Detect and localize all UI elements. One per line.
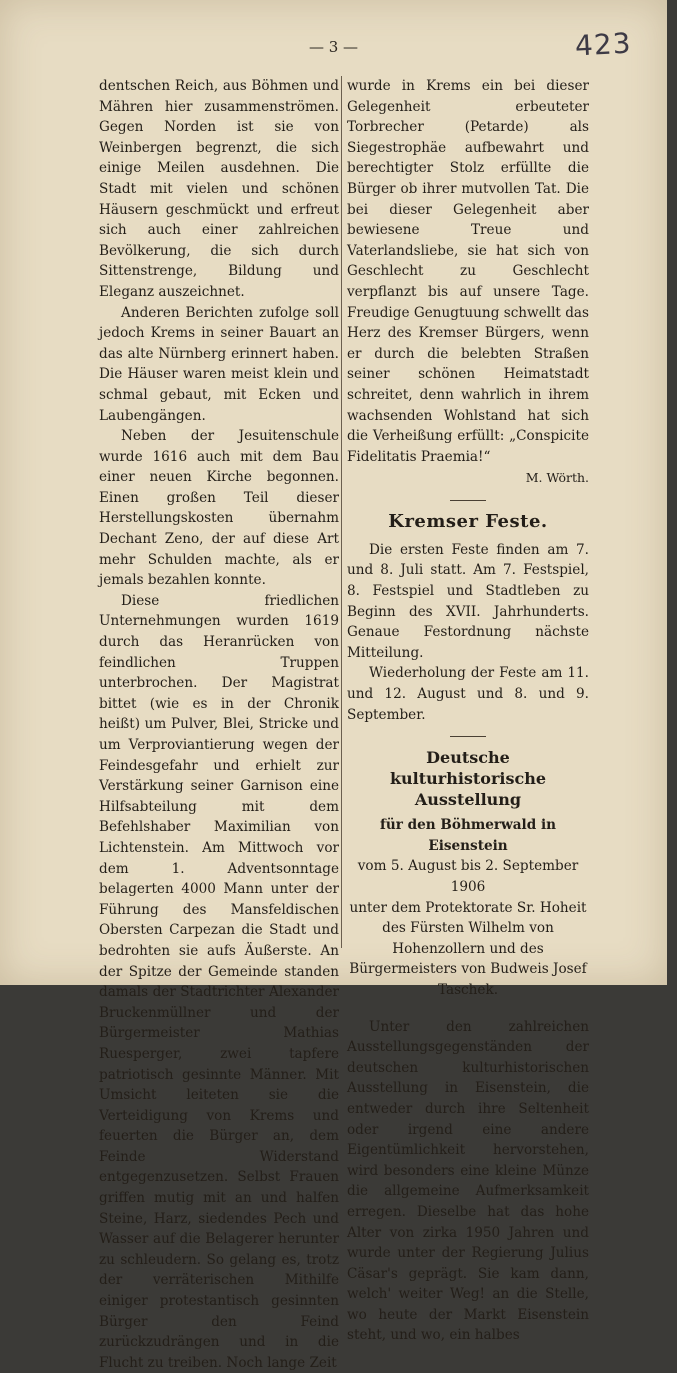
paragraph: Wiederholung der Feste am 11. und 12. August und 8. und 9. September.	[347, 665, 589, 723]
column-divider	[341, 76, 342, 948]
handwritten-folio-number: 423	[574, 26, 633, 63]
exhibition-subheading: für den Böhmerwald in Eisenstein	[380, 817, 556, 854]
section-heading-ausstellung-line1: Deutsche kulturhistorische	[389, 748, 547, 789]
left-column	[99, 76, 339, 1373]
paragraph: dentschen Reich, aus Böhmen und Mähren hier zusammenströmen. Gegen Norden ist sie von Weinbergen begrenzt, die sich einige Meilen ausdehnen. Die Stadt mit vielen und schönen Häusern geschmückt und erfreut sich auch einer zahlreichen Bevölkerung, die sich durch Sittenstrenge, Bildung und Eleganz auszeichnet.	[99, 78, 339, 300]
paragraph: Anderen Berichten zufolge soll jedoch Krems in seiner Bauart an das alte Nürnberg erinnert haben. Die Häuser waren meist klein und schmal gebaut, mit Ecken und Laubengängen.	[99, 304, 339, 424]
author-signature: M. Wörth.	[525, 470, 589, 486]
section-heading-ausstellung-line2: Ausstellung	[414, 790, 522, 810]
page-number: — 3 —	[308, 38, 359, 56]
section-divider	[450, 736, 486, 737]
section-divider	[450, 500, 486, 501]
paragraph: wurde in Krems ein bei dieser Gelegenheit erbeuteter Torbrecher (Petarde) als Siegestrophäe aufbewahrt und berechtigter Stolz erfüllte die Bürger ob ihrer mutvollen Tat. Die bei dieser Gelegenheit aber bewiesene Treue und Vaterlandsliebe, sie hat sich von Geschlecht zu Geschlecht verpflanzt bis auf unsere Tage. Freudige Genugtuung schwellt das Herz des Kremser Bürgers, wenn er durch die belebten Straßen seiner schönen Heimatstadt schreitet, denn wahrlich in ihrem wachsenden Wohlstand hat sich die Verheißung erfüllt: „Conspicite Fidelitatis Praemia!“	[347, 78, 589, 465]
exhibition-dates: vom 5. August bis 2. September 1906	[357, 858, 579, 895]
paragraph: Neben der Jesuitenschule wurde 1616 auch mit dem Bau einer neuen Kirche begonnen. Einen großen Teil dieser Herstellungskosten übernahm Dechant Zeno, der auf diese Art mehr Schulden machte, als er jemals bezahlen konnte.	[99, 428, 339, 589]
paragraph: Die ersten Feste finden am 7. und 8. Juli statt. Am 7. Festspiel, 8. Festspiel und Stadtleben zu Beginn des XVII. Jahrhunderts. Genaue Festordnung nächste Mitteilung.	[347, 541, 589, 661]
paragraph: Diese friedlichen Unternehmungen wurden 1619 durch das Heranrücken von feindlichen Truppen unterbrochen. Der Magistrat bittet (wie es in der Chronik heißt) um Pulver, Blei, Stricke und um Verproviantierung wegen der Feindesgefahr und erhielt zur Verstärkung seiner Garnison eine Hilfsabteilung mit dem Befehlshaber Maximilian von Lichtenstein. Am Mittwoch vor dem 1. Adventsonntage belagerten 4000 Mann unter der Führung des Mansfeldischen Obersten Carpezan die Stadt und bedrohten sie aufs Äußerste. An der Spitze der Gemeinde standen damals der Stadtrichter Alexander Bruckenmüllner und der Bürgermeister Mathias Ruesperger, zwei tapfere patriotisch gesinnte Männer. Mit Umsicht leiteten sie die Verteidigung von Krems und feuerten die Bürger an, dem Feinde Widerstand entgegenzusetzen. Selbst Frauen griffen mutig mit an und halfen Steine, Harz, siedendes Pech und Wasser auf die Belagerer herunter zu schleudern. So gelang es, trotz der verräterischen Mithilfe einiger protestantisch gesinnten Bürger den Feind zurückzudrängen und in die Flucht zu treiben. Noch lange Zeit	[99, 592, 339, 1371]
exhibition-patronage: unter dem Protektorate Sr. Hoheit des Fürsten Wilhelm von Hohenzollern und des Bürgermeisters von Budweis Josef Taschek.	[349, 899, 587, 998]
right-column	[347, 76, 589, 1346]
section-heading-kremser-feste: Kremser Feste.	[388, 510, 548, 532]
paragraph: Unter den zahlreichen Ausstellungsgegenständen der deutschen kulturhistorischen Ausstellung in Eisenstein, die entweder durch ihre Seltenheit oder irgend eine andere Eigentümlichkeit hervorstehen, wird besonders eine kleine Münze die allgemeine Aufmerksamkeit erregen. Dieselbe hat das hohe Alter von zirka 1950 Jahren und wurde unter der Regierung Julius Cäsar's geprägt. Sie kam dann, welch' weiter Weg! an die Stelle, wo heute der Markt Eisenstein steht, und wo, ein halbes	[347, 1018, 589, 1344]
